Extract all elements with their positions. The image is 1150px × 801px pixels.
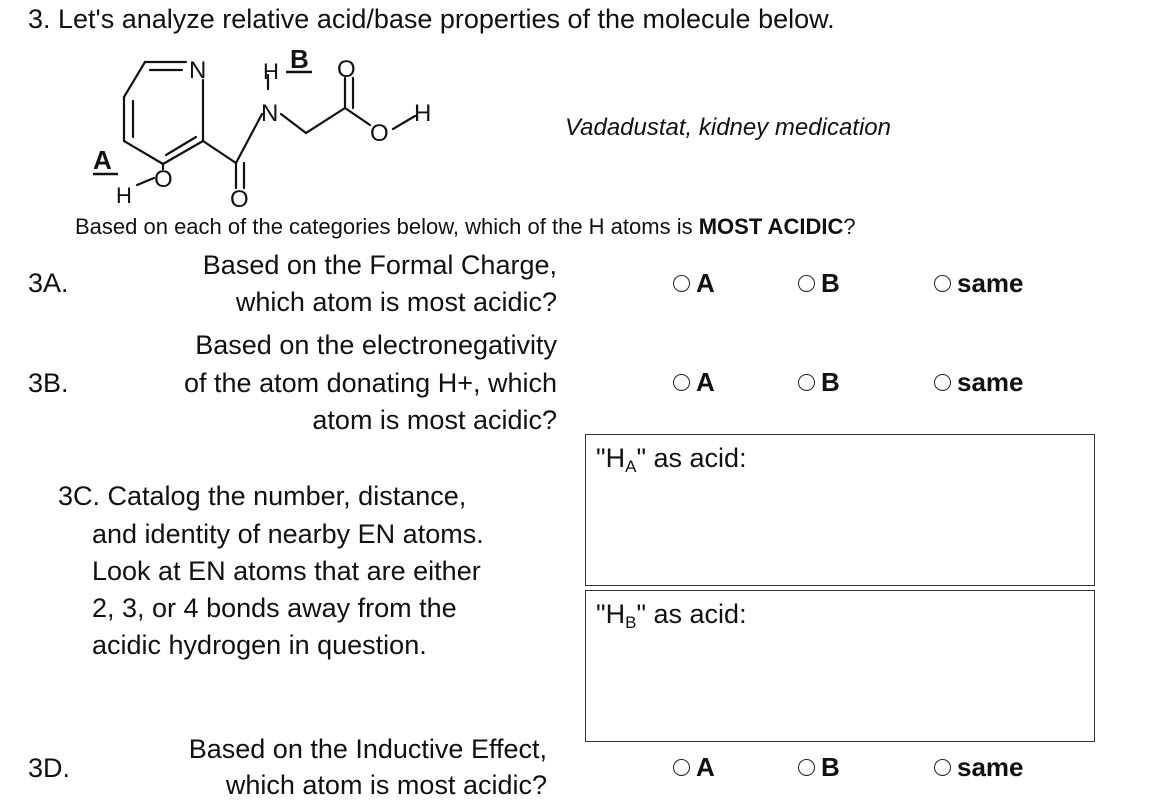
acid-carbonyl-oxygen-label: O	[337, 56, 356, 83]
part-3b-line1: Based on the electronegativity	[195, 330, 557, 360]
part-3b-option-same[interactable]: same	[934, 367, 1024, 398]
phenol-oxygen-label: O	[154, 166, 173, 193]
answer-box-ha-label: "$H_A$" as acid:	[596, 443, 747, 476]
part-3d-line2: which atom is most acidic?	[225, 770, 547, 800]
part-3d-option-a[interactable]: A	[673, 752, 715, 783]
part-3c-line1: 3C. Catalog the number, distance,	[58, 481, 467, 511]
part-3b-number: 3B.	[28, 368, 69, 398]
part-3c-line3: Look at EN atoms that are either	[92, 556, 481, 586]
part-3b-option-b[interactable]: B	[798, 367, 840, 398]
answer-hb-input[interactable]	[594, 641, 1086, 733]
part-3a-line2: which atom is most acidic?	[235, 287, 557, 317]
site-a-label: A	[93, 145, 112, 175]
amide-carbonyl-oxygen-label: O	[230, 186, 249, 213]
answer-box-hb[interactable]	[585, 590, 1095, 742]
radio-icon[interactable]	[673, 759, 690, 776]
part-3c-line2: and identity of nearby EN atoms.	[92, 519, 484, 549]
part-3a-option-same[interactable]: same	[934, 268, 1024, 299]
part-3a-number: 3A.	[28, 268, 69, 298]
part-3c-line5: acidic hydrogen in question.	[92, 630, 427, 660]
part-3a-option-b[interactable]: B	[798, 268, 840, 299]
part-3a-option-a[interactable]: A	[673, 268, 715, 299]
answer-box-hb-label: "$H_B$" as acid:	[596, 599, 747, 632]
radio-icon[interactable]	[798, 759, 815, 776]
part-3d-option-b[interactable]: B	[798, 752, 840, 783]
radio-icon[interactable]	[934, 374, 951, 391]
part-3d-option-same[interactable]: same	[934, 752, 1024, 783]
question-title: 3. Let's analyze relative acid/base properties of the molecule below.	[28, 4, 835, 34]
radio-icon[interactable]	[798, 374, 815, 391]
molecule-caption: Vadadustat, kidney medication	[565, 114, 891, 141]
radio-icon[interactable]	[673, 275, 690, 292]
site-b-label: B	[290, 45, 309, 74]
part-3d-number: 3D.	[28, 753, 71, 783]
part-3a-line1: Based on the Formal Charge,	[202, 250, 557, 280]
ring-nitrogen-label: N	[189, 57, 207, 84]
part-3c-line4: 2, 3, or 4 bonds away from the	[92, 593, 457, 623]
radio-icon[interactable]	[673, 374, 690, 391]
amide-h-label: H	[263, 59, 279, 84]
acid-hydrogen-label: H	[414, 100, 432, 127]
radio-icon[interactable]	[798, 275, 815, 292]
part-3b-line3: atom is most acidic?	[312, 405, 557, 435]
part-3d-line1: Based on the Inductive Effect,	[188, 734, 547, 764]
radio-icon[interactable]	[934, 759, 951, 776]
amide-nitrogen-label: N	[261, 100, 279, 127]
radio-icon[interactable]	[934, 275, 951, 292]
part-3b-option-a[interactable]: A	[673, 367, 715, 398]
most-acidic-emphasis: MOST ACIDIC	[698, 214, 844, 239]
phenol-hydrogen-label: H	[116, 183, 132, 208]
question-prompt: Based on each of the categories below, which of the H atoms is MOST ACIDIC?	[75, 214, 856, 239]
answer-box-ha[interactable]	[585, 434, 1095, 586]
answer-ha-input[interactable]	[594, 485, 1086, 577]
part-3b-line2: of the atom donating H+, which	[184, 368, 557, 398]
acid-oxygen-label: O	[370, 120, 389, 147]
